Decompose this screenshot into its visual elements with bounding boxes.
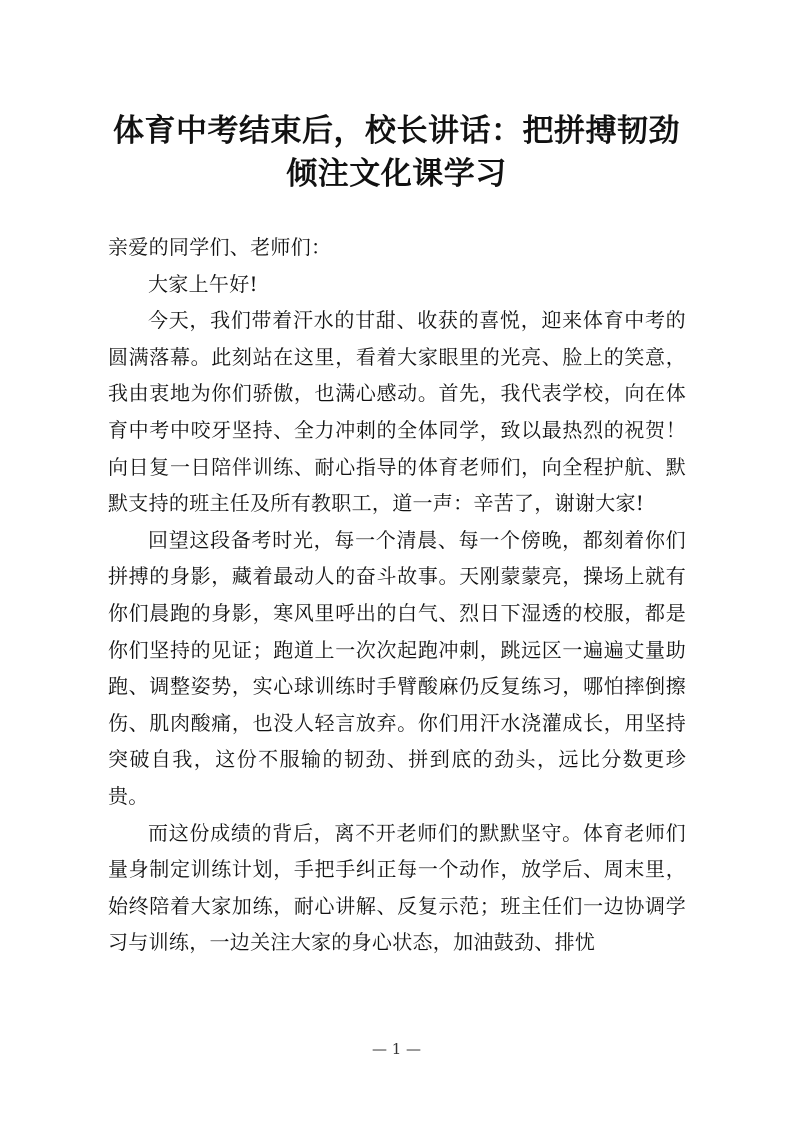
- document-title: [100, 110, 693, 196]
- greeting: 大家上午好!: [148, 271, 258, 296]
- paragraph-1: 今天，我们带着汗水的甘甜、收获的喜悦，迎来体育中考的圆满落幕。此刻站在这里，看着大家眼里的光亮、脸上的笑意，我由衷地为你们骄傲，也满心感动。首先，我代表学校，向在体育中考中咬牙坚持、全力冲刺的全体同学，致以最热烈的祝贺！向日复一日陪伴训练、耐心指导的体育老师们，向全程护航、默默支持的班主任及所有教职工，道一声：辛苦了，谢谢大家!: [108, 308, 686, 516]
- page-number: — 1 —: [371, 1040, 422, 1058]
- title-line-2: 倾注文化课学习: [286, 156, 507, 192]
- paragraph-2: 回望这段备考时光，每一个清晨、每一个傍晚，都刻着你们拼搏的身影，藏着最动人的奋斗故事。天刚蒙蒙亮，操场上就有你们晨跑的身影，寒风里呼出的白气、烈日下湿透的校服，都是你们坚持的见证；跑道上一次次起跑冲刺，跳远区一遍遍丈量助跑、调整姿势，实心球训练时手臂酸麻仍反复练习，哪怕摔倒擦伤、肌肉酸痛，也没人轻言放弃。你们用汗水浇灌成长，用坚持突破自我，这份不服输的韧劲、拼到底的劲头，远比分数更珍贵。: [108, 527, 686, 808]
- title-line-1: 体育中考结束后，校长讲话：把拼搏韧劲: [113, 113, 680, 149]
- paragraph-3: 而这份成绩的背后，离不开老师们的默默坚守。体育老师们量身制定训练计划，手把手纠正每一个动作，放学后、周末里，始终陪着大家加练，耐心讲解、反复示范；班主任们一边协调学习与训练，一边关注大家的身心状态，加油鼓劲、排忧: [108, 820, 686, 955]
- document-body: [108, 229, 686, 961]
- salutation: 亲爱的同学们、老师们：: [108, 235, 332, 259]
